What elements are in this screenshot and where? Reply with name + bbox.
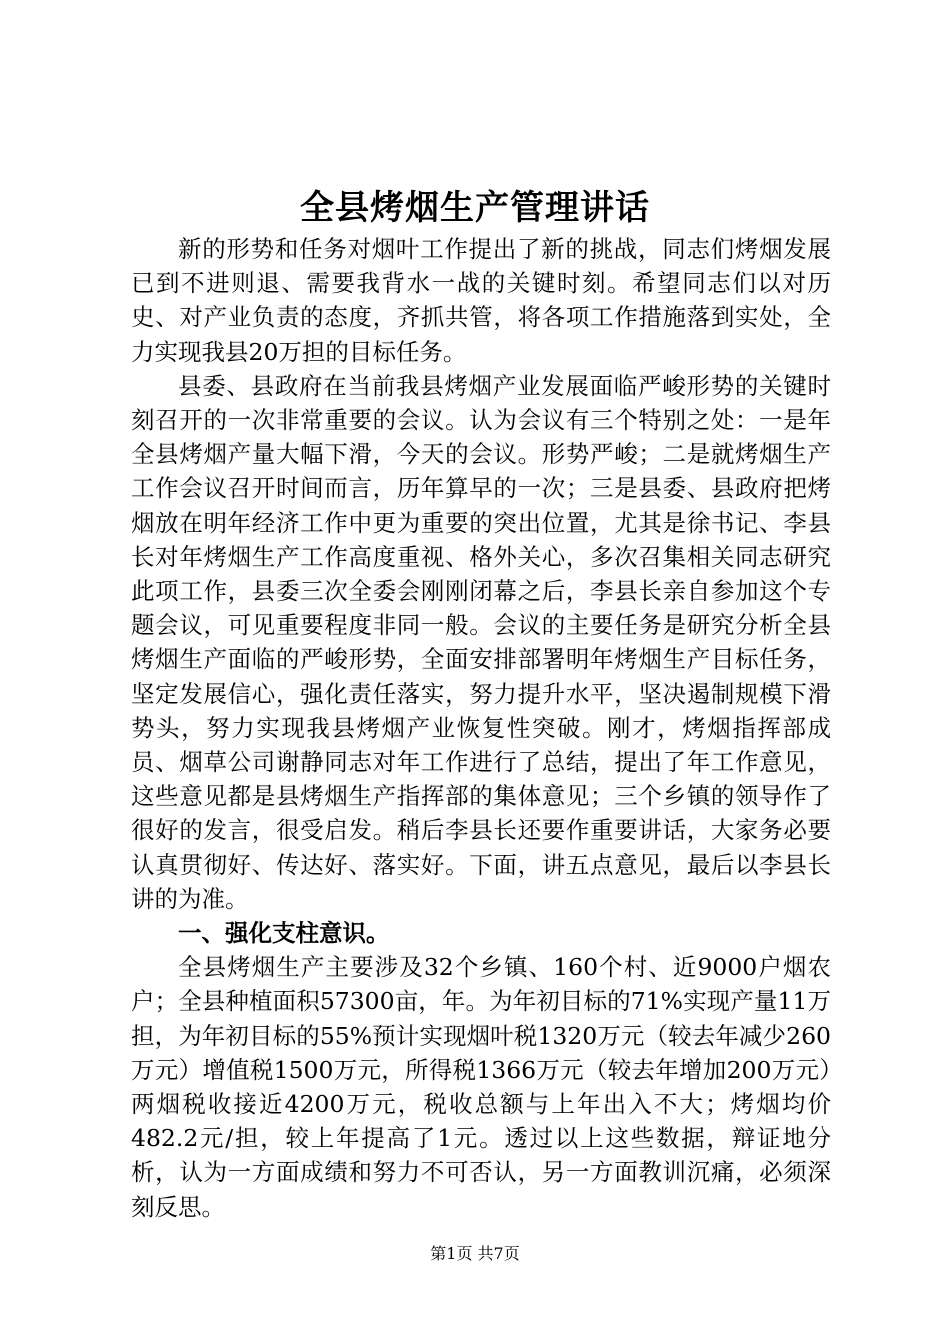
paragraph-intro: 新的形势和任务对烟叶工作提出了新的挑战，同志们烤烟发展已到不进则退、需要我背水一战的关键时刻。希望同志们以对历史、对产业负责的态度，齐抓共管，将各项工作措施落到实处，全力实现我县20万担的目标任务。 <box>131 235 831 366</box>
document-title: 全县烤烟生产管理讲话 <box>300 188 650 228</box>
page-footer: 第1页 共7页 <box>430 1244 520 1263</box>
paragraph-meeting: 县委、县政府在当前我县烤烟产业发展面临严峻形势的关键时刻召开的一次非常重要的会议。认为会议有三个特别之处：一是年全县烤烟产量大幅下滑，今天的会议。形势严峻；二是就烤烟生产工作会议召开时间而言，历年算早的一次；三是县委、县政府把烤烟放在明年经济工作中更为重要的突出位置，尤其是徐书记、李县长对年烤烟生产工作高度重视、格外关心，多次召集相关同志研究此项工作，县委三次全委会刚刚闭幕之后，李县长亲自参加这个专题会议，可见重要程度非同一般。会议的主要任务是研究分析全县烤烟生产面临的严峻形势，全面安排部署明年烤烟生产目标任务，坚定发展信心，强化责任落实，努力提升水平，坚决遏制规模下滑势头，努力实现我县烤烟产业恢复性突破。刚才，烤烟指挥部成员、烟草公司谢静同志对年工作进行了总结，提出了年工作意见，这些意见都是县烤烟生产指挥部的集体意见；三个乡镇的领导作了很好的发言，很受启发。稍后李县长还要作重要讲话，大家务必要认真贯彻好、传达好、落实好。下面，讲五点意见，最后以李县长讲的为准。 <box>131 371 831 913</box>
paragraph-section-one: 全县烤烟生产主要涉及32个乡镇、160个村、近9000户烟农户；全县种植面积57300亩，年。为年初目标的71%实现产量11万担，为年初目标的55%预计实现烟叶税1320万元（较去年减少260万元）增值税1500万元，所得税1366万元（较去年增加200万元）两烟税收接近4200万元，税收总额与上年出入不大；烤烟均价482.2元/担，较上年提高了1元。透过以上这些数据，辩证地分析，认为一方面成绩和努力不可否认，另一方面教训沉痛，必须深刻反思。 <box>131 953 831 1221</box>
document-body <box>131 232 831 1224</box>
section-heading: 一、强化支柱意识。 <box>178 919 390 948</box>
